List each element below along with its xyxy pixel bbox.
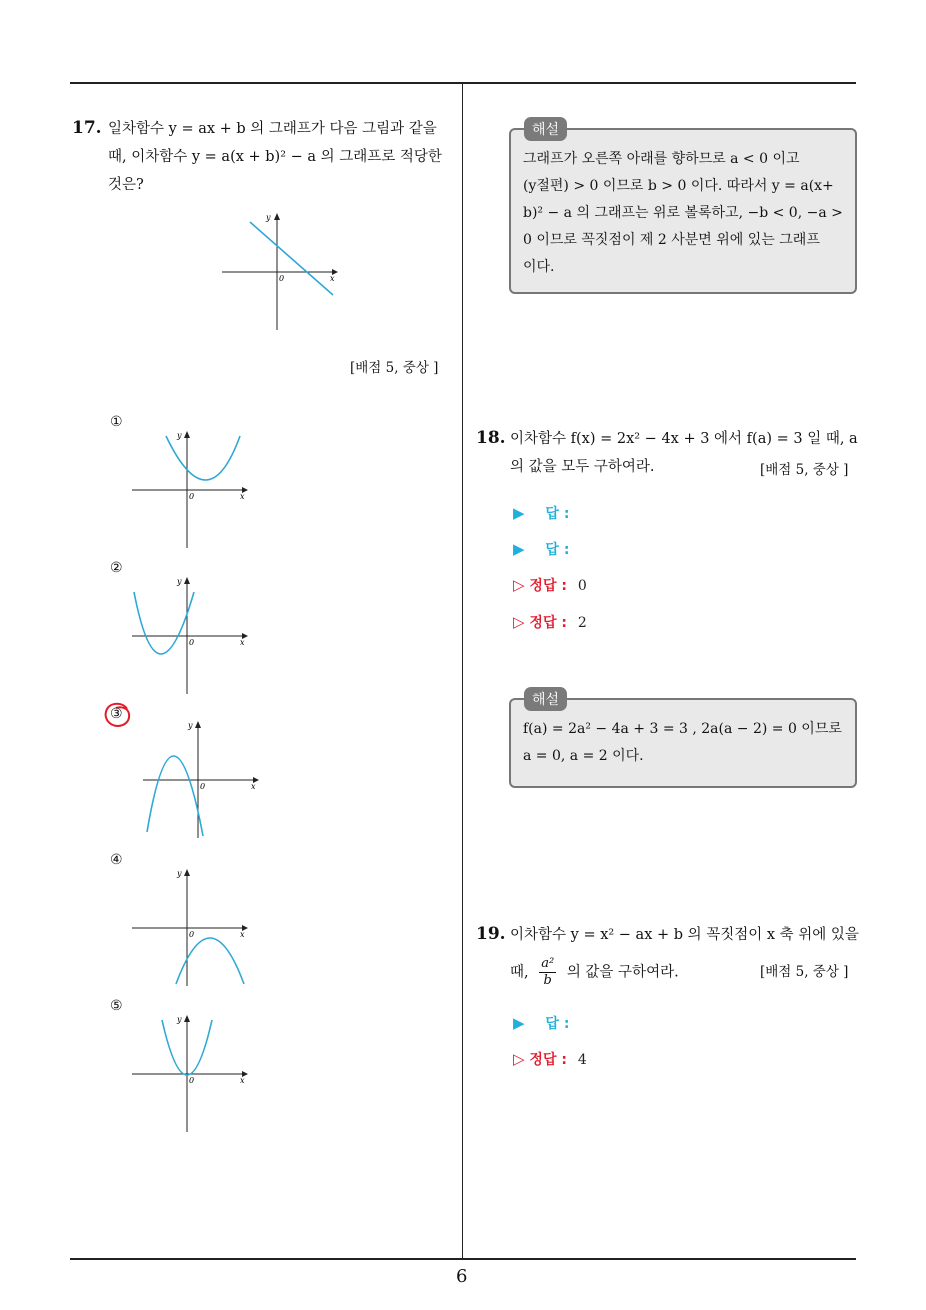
q19-text-line1: 이차함수 y = x² − ax + b 의 꼭짓점이 x 축 위에 있을 [510, 927, 859, 943]
play-icon: ▶ [513, 1014, 525, 1032]
c2-axis-x: x [240, 638, 245, 647]
c1-axis-y: y [177, 431, 182, 440]
q19-number: 19. [476, 924, 506, 944]
c3-axis-y: y [188, 721, 193, 730]
q17-origin: 0 [279, 274, 285, 283]
bottom-rule [70, 1258, 856, 1260]
c1-axis-x: x [240, 492, 245, 501]
choice-3-graph [141, 718, 263, 840]
play-icon: ▶ [513, 540, 525, 558]
q19-frac-num: a² [541, 956, 555, 971]
q17-text-line1: 일차함수 y = ax + b 의 그래프가 다음 그림과 같을 [108, 121, 437, 137]
q18-number: 18. [476, 428, 506, 448]
q18-explanation-box [509, 698, 857, 788]
q19-correct-row [513, 1049, 587, 1069]
q17-number: 17. [72, 118, 102, 138]
q18-correct-label-1: 정답 : [529, 578, 567, 594]
choice-4-graph [130, 866, 252, 988]
q19-correct-value: 4 [577, 1052, 587, 1068]
q18-expl-line2: a = 0, a = 2 이다. [523, 748, 644, 764]
q18-answer-row-2[interactable] [513, 539, 569, 559]
page-number: 6 [456, 1266, 468, 1287]
q18-correct-value-2: 2 [577, 615, 587, 631]
q17-explanation-tag: 해설 [524, 117, 567, 141]
q17-text-line3: 것은? [108, 177, 144, 193]
q19-fraction [539, 956, 556, 989]
q19-line2-post: 의 값을 구하여라. [566, 964, 679, 981]
q18-answer-row-1[interactable] [513, 503, 569, 523]
c4-origin: 0 [189, 930, 195, 939]
q18-correct-value-1: 0 [577, 578, 587, 594]
q17-expl-line4: 0 이므로 꼭짓점이 제 2 사분면 위에 있는 그래프 [523, 232, 820, 248]
q18-text-line2: 의 값을 모두 구하여라. [510, 459, 655, 475]
column-divider [462, 84, 463, 1260]
q19-frac-den: b [543, 973, 552, 988]
c5-axis-x: x [240, 1076, 245, 1085]
q18-expl-line1: f(a) = 2a² − 4a + 3 = 3 , 2a(a − 2) = 0 이므로 [523, 721, 842, 737]
choice-5-graph [130, 1012, 252, 1134]
c3-axis-x: x [251, 782, 256, 791]
q17-expl-line3: b)² − a 의 그래프는 위로 볼록하고, −b < 0, −a > [523, 205, 843, 221]
q17-expl-line5: 이다. [523, 259, 555, 275]
choice-3[interactable]: ③ [110, 706, 123, 722]
q17-axis-y: y [266, 213, 271, 222]
triangle-outline-icon: ▷ [513, 576, 525, 594]
triangle-outline-icon: ▷ [513, 613, 525, 631]
q18-answer-label-1: 답 : [545, 506, 570, 522]
choice-2-graph [130, 574, 252, 696]
q17-score: [배점 5, 중상 ] [350, 360, 439, 376]
q17-text-line2: 때, 이차함수 y = a(x + b)² − a 의 그래프로 적당한 [108, 149, 442, 165]
q17-expl-line2: (y절편) > 0 이므로 b > 0 이다. 따라서 y = a(x+ [523, 178, 834, 194]
triangle-outline-icon: ▷ [513, 1050, 525, 1068]
play-icon: ▶ [513, 504, 525, 522]
q18-score: [배점 5, 중상 ] [760, 462, 849, 478]
q18-answer-label-2: 답 : [545, 542, 570, 558]
q17-expl-line1: 그래프가 오른쪽 아래를 향하므로 a < 0 이고 [523, 151, 800, 167]
choice-1-graph [130, 428, 252, 550]
choice-1[interactable]: ① [110, 414, 123, 430]
q19-answer-row[interactable] [513, 1013, 569, 1033]
q17-linear-graph [220, 210, 340, 332]
q18-correct-row-1 [513, 575, 587, 595]
q19-line2-pre: 때, [510, 964, 529, 981]
c5-axis-y: y [177, 1015, 182, 1024]
q18-text-line1: 이차함수 f(x) = 2x² − 4x + 3 에서 f(a) = 3 일 때, a [510, 431, 858, 447]
c5-origin: 0 [189, 1076, 195, 1085]
choice-4[interactable]: ④ [110, 852, 123, 868]
q18-correct-label-2: 정답 : [529, 615, 567, 631]
choice-2[interactable]: ② [110, 560, 123, 576]
c1-origin: 0 [189, 492, 195, 501]
c2-origin: 0 [189, 638, 195, 647]
q18-explanation-tag: 해설 [524, 687, 567, 711]
choice-5[interactable]: ⑤ [110, 998, 123, 1014]
q19-score: [배점 5, 중상 ] [760, 964, 849, 980]
c2-axis-y: y [177, 577, 182, 586]
q18-correct-row-2 [513, 612, 587, 632]
top-rule [70, 82, 856, 84]
q19-answer-label: 답 : [545, 1016, 570, 1032]
q17-axis-x: x [330, 274, 335, 283]
c3-origin: 0 [200, 782, 206, 791]
q19-correct-label: 정답 : [529, 1052, 567, 1068]
q17-explanation-box [509, 128, 857, 294]
c4-axis-y: y [177, 869, 182, 878]
q19-text-line2 [510, 956, 679, 989]
c4-axis-x: x [240, 930, 245, 939]
